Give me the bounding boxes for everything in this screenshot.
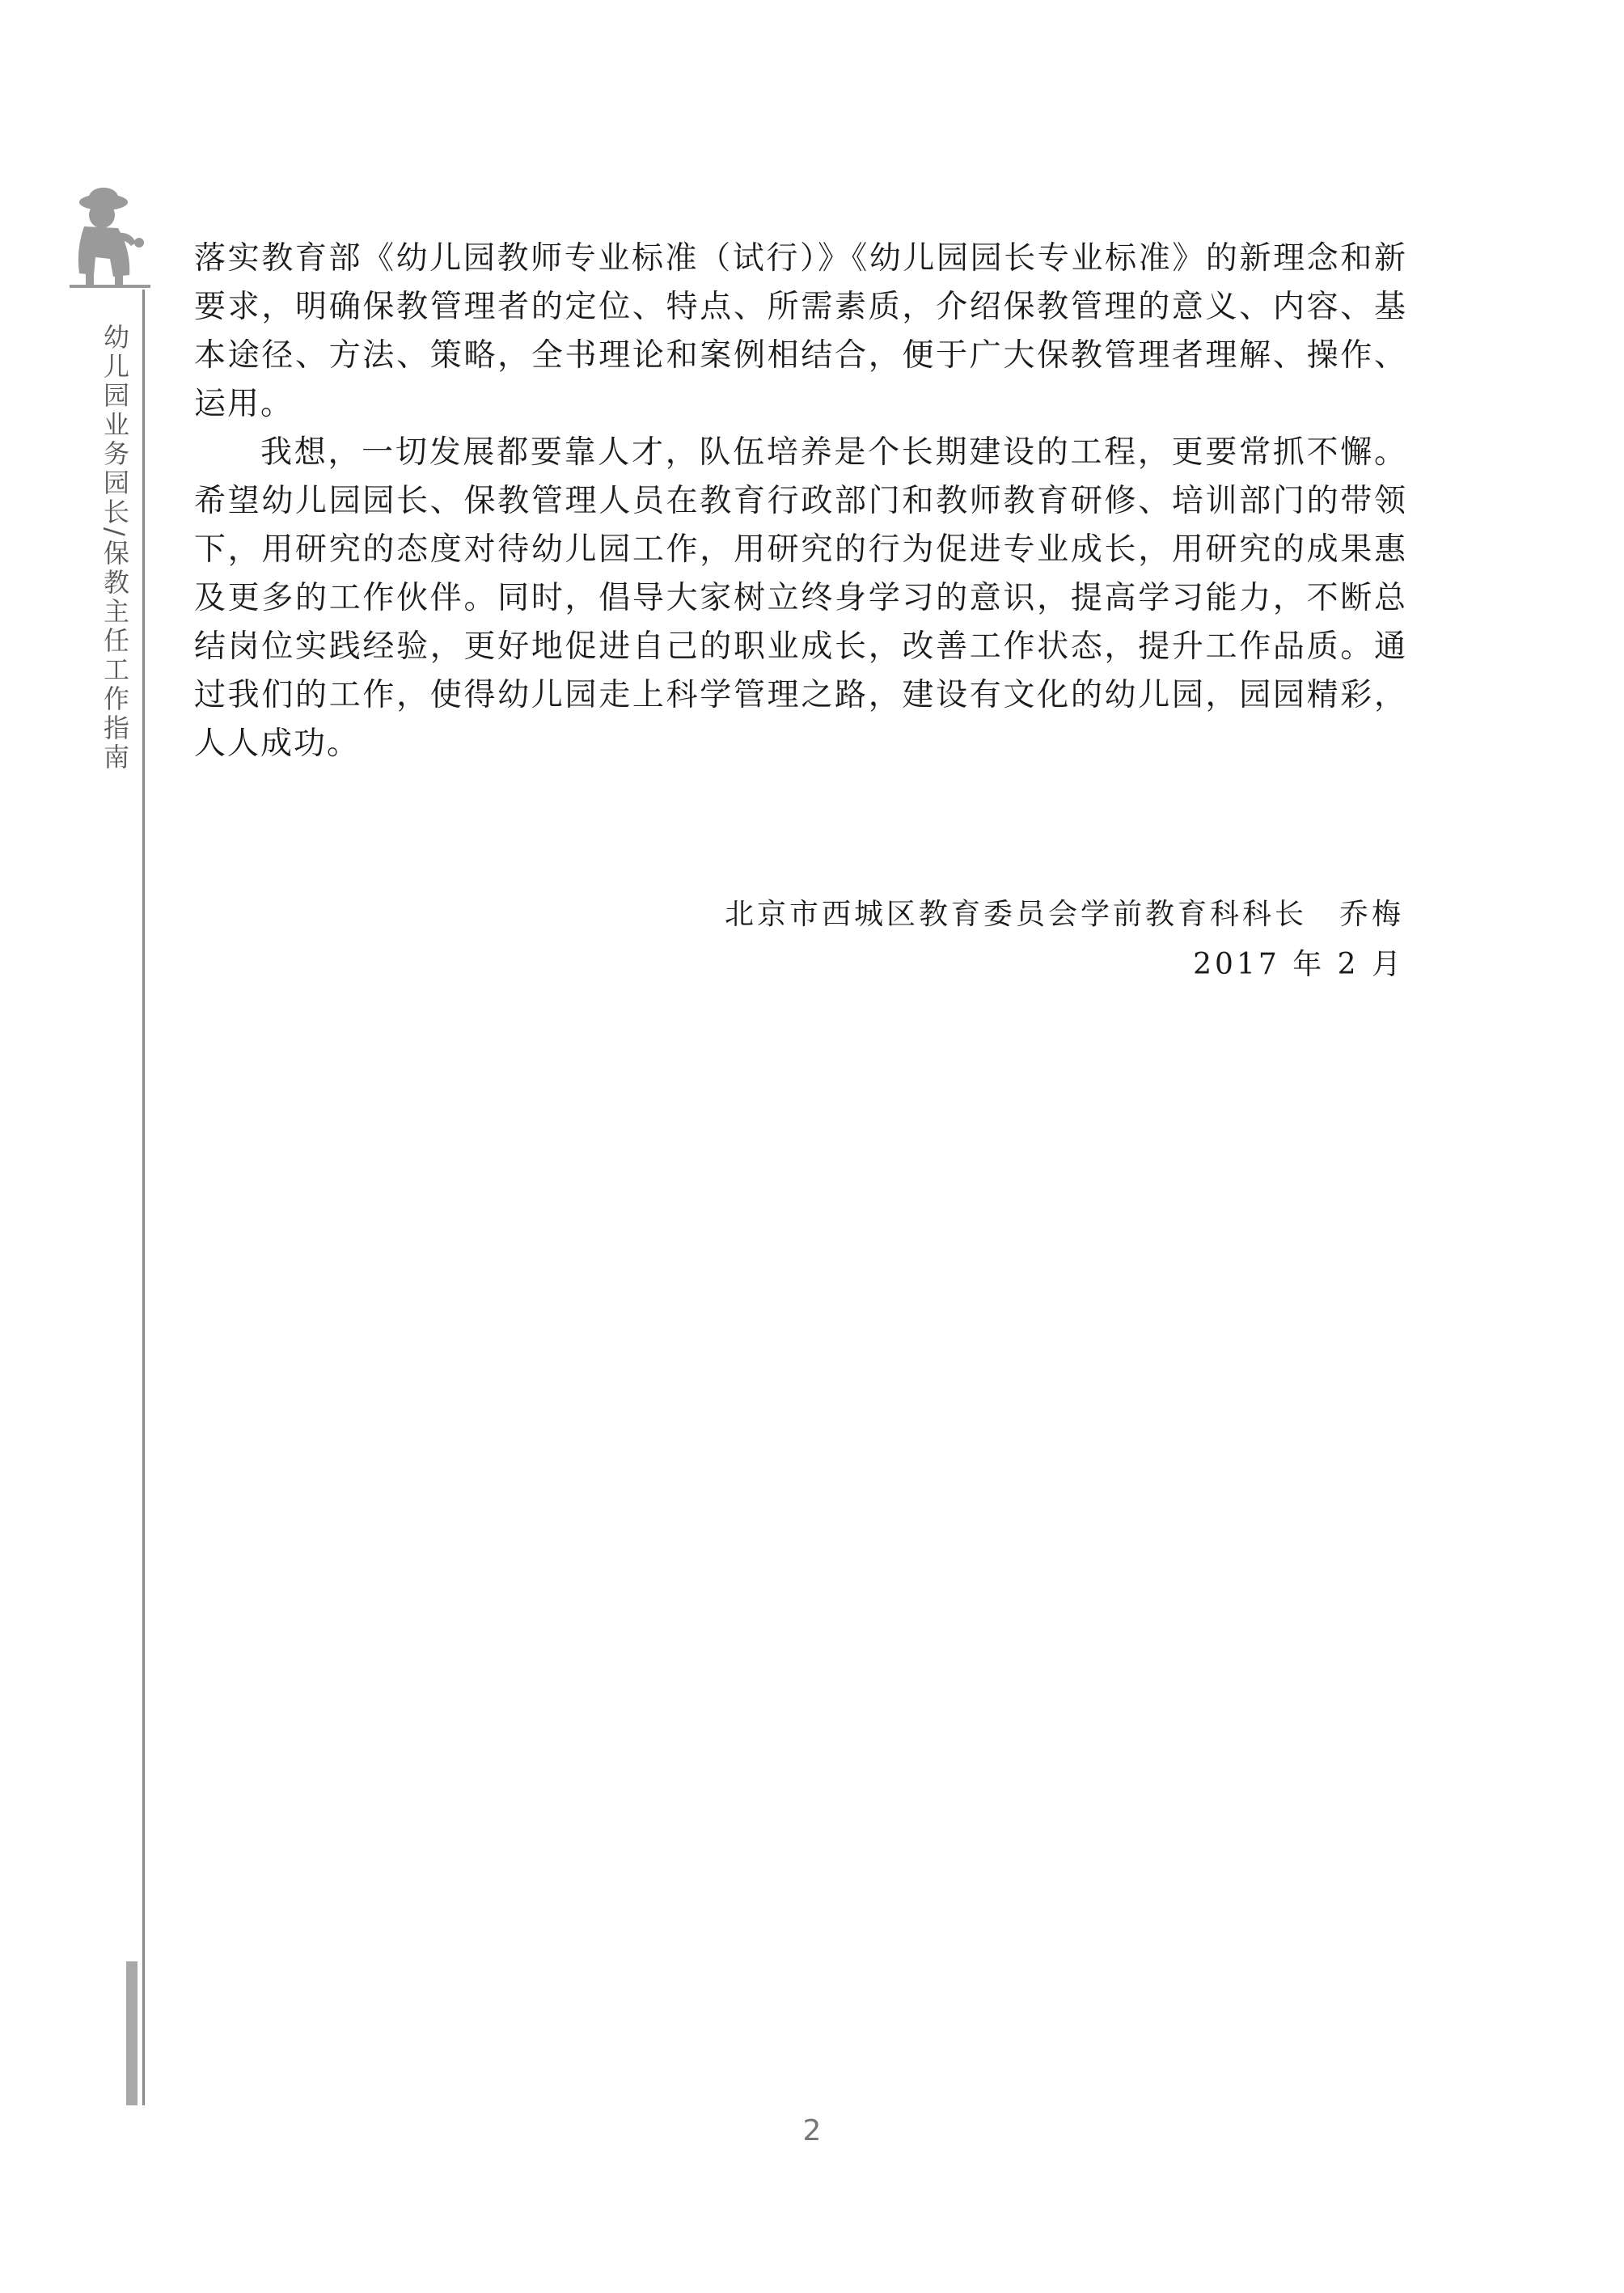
running-title: 幼儿园业务园长/保教主任工作指南 (99, 324, 130, 772)
margin-vertical-rule (142, 290, 145, 2105)
page-number: 2 (802, 2114, 822, 2147)
margin-thumb-bar (126, 1961, 137, 2105)
body-text (194, 235, 1407, 768)
paragraph: 我想，一切发展都要靠人才，队伍培养是个长期建设的工程，更要常抓不懈。希望幼儿园园长、保教管理人员在教育行政部门和教师教育研修、培训部门的带领下，用研究的态度对待幼儿园工作，用研究的行为促进专业成长，用研究的成果惠及更多的工作伙伴。同时，倡导大家树立终身学习的意识，提高学习能力，不断总结岗位实践经验，更好地促进自己的职业成长，改善工作状态，提升工作品质。通过我们的工作，使得幼儿园走上科学管理之路，建设有文化的幼儿园，园园精彩，人人成功。 (194, 434, 1407, 762)
signature-author: 北京市西城区教育委员会学前教育科科长 乔梅 (724, 898, 1404, 931)
signature-block (725, 890, 1404, 990)
child-silhouette-logo (61, 184, 159, 290)
signature-date: 2017 年 2 月 (1193, 948, 1404, 981)
paragraph: 落实教育部《幼儿园教师专业标准（试行）》《幼儿园园长专业标准》的新理念和新要求，明确保教管理者的定位、特点、所需素质，介绍保教管理的意义、内容、基本途径、方法、策略，全书理论和案例相结合，便于广大保教管理者理解、操作、运用。 (194, 240, 1407, 422)
